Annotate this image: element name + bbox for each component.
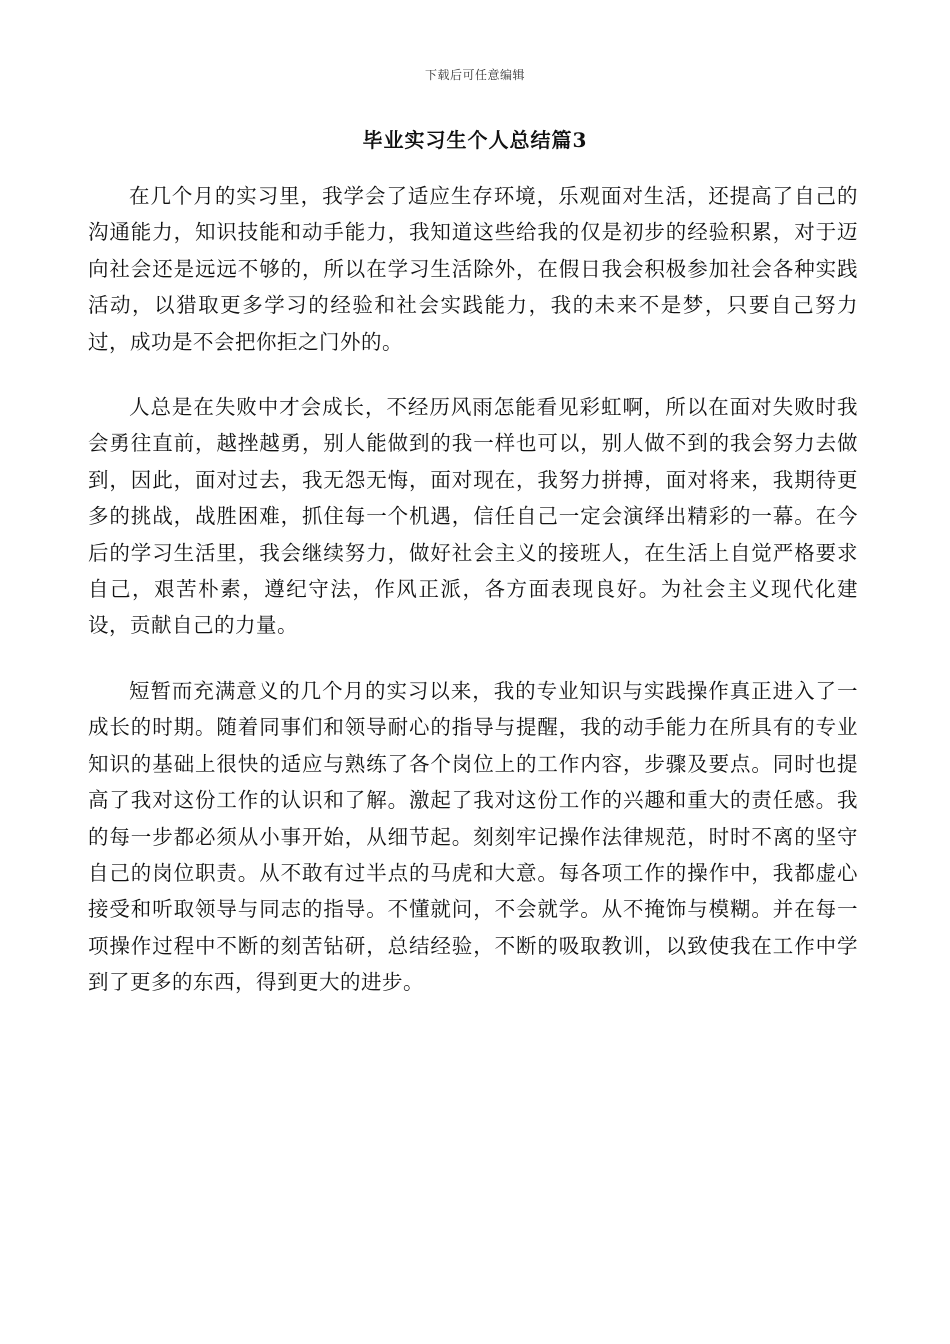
header-note: 下载后可任意编辑 [424,68,525,82]
paragraph-3: 短暂而充满意义的几个月的实习以来，我的专业知识与实践操作真正进入了一成长的时期。随着同事们和领导耐心的指导与提醒，我的动手能力在所具有的专业知识的基础上很快的适应与熟练了各个岗位上的工作内容，步骤及要点。同时也提高了我对这份工作的认识和了解。激起了我对这份工作的兴趣和重大的责任感。我的每一步都必须从小事开始，从细节起。刻刻牢记操作法律规范，时时不离的坚守自己的岗位职责。从不敢有过半点的马虎和大意。每各项工作的操作中，我都虚心接受和听取领导与同志的指导。不懂就问，不会就学。从不掩饰与模糊。并在每一项操作过程中不断的刻苦钻研，总结经验，不断的吸取教训，以致使我在工作中学到了更多的东西，得到更大的进步。 [88,678,858,995]
document-body [88,178,858,1030]
paragraph-1: 在几个月的实习里，我学会了适应生存环境，乐观面对生活，还提高了自己的沟通能力，知识技能和动手能力，我知道这些给我的仅是初步的经验积累，对于迈向社会还是远远不够的，所以在学习生活除外，在假日我会积极参加社会各种实践活动，以猎取更多学习的经验和社会实践能力，我的未来不是梦，只要自己努力过，成功是不会把你拒之门外的。 [88,184,858,354]
document-title: 毕业实习生个人总结篇3 [362,128,588,152]
paragraph-2: 人总是在失败中才会成长，不经历风雨怎能看见彩虹啊，所以在面对失败时我会勇往直前，越挫越勇，别人能做到的我一样也可以，别人做不到的我会努力去做到，因此，面对过去，我无怨无悔，面对现在，我努力拼搏，面对将来，我期待更多的挑战，战胜困难，抓住每一个机遇，信任自己一定会演绎出精彩的一幕。在今后的学习生活里，我会继续努力，做好社会主义的接班人，在生活上自觉严格要求自己，艰苦朴素，遵纪守法，作风正派，各方面表现良好。为社会主义现代化建设，贡献自己的力量。 [88,395,858,638]
